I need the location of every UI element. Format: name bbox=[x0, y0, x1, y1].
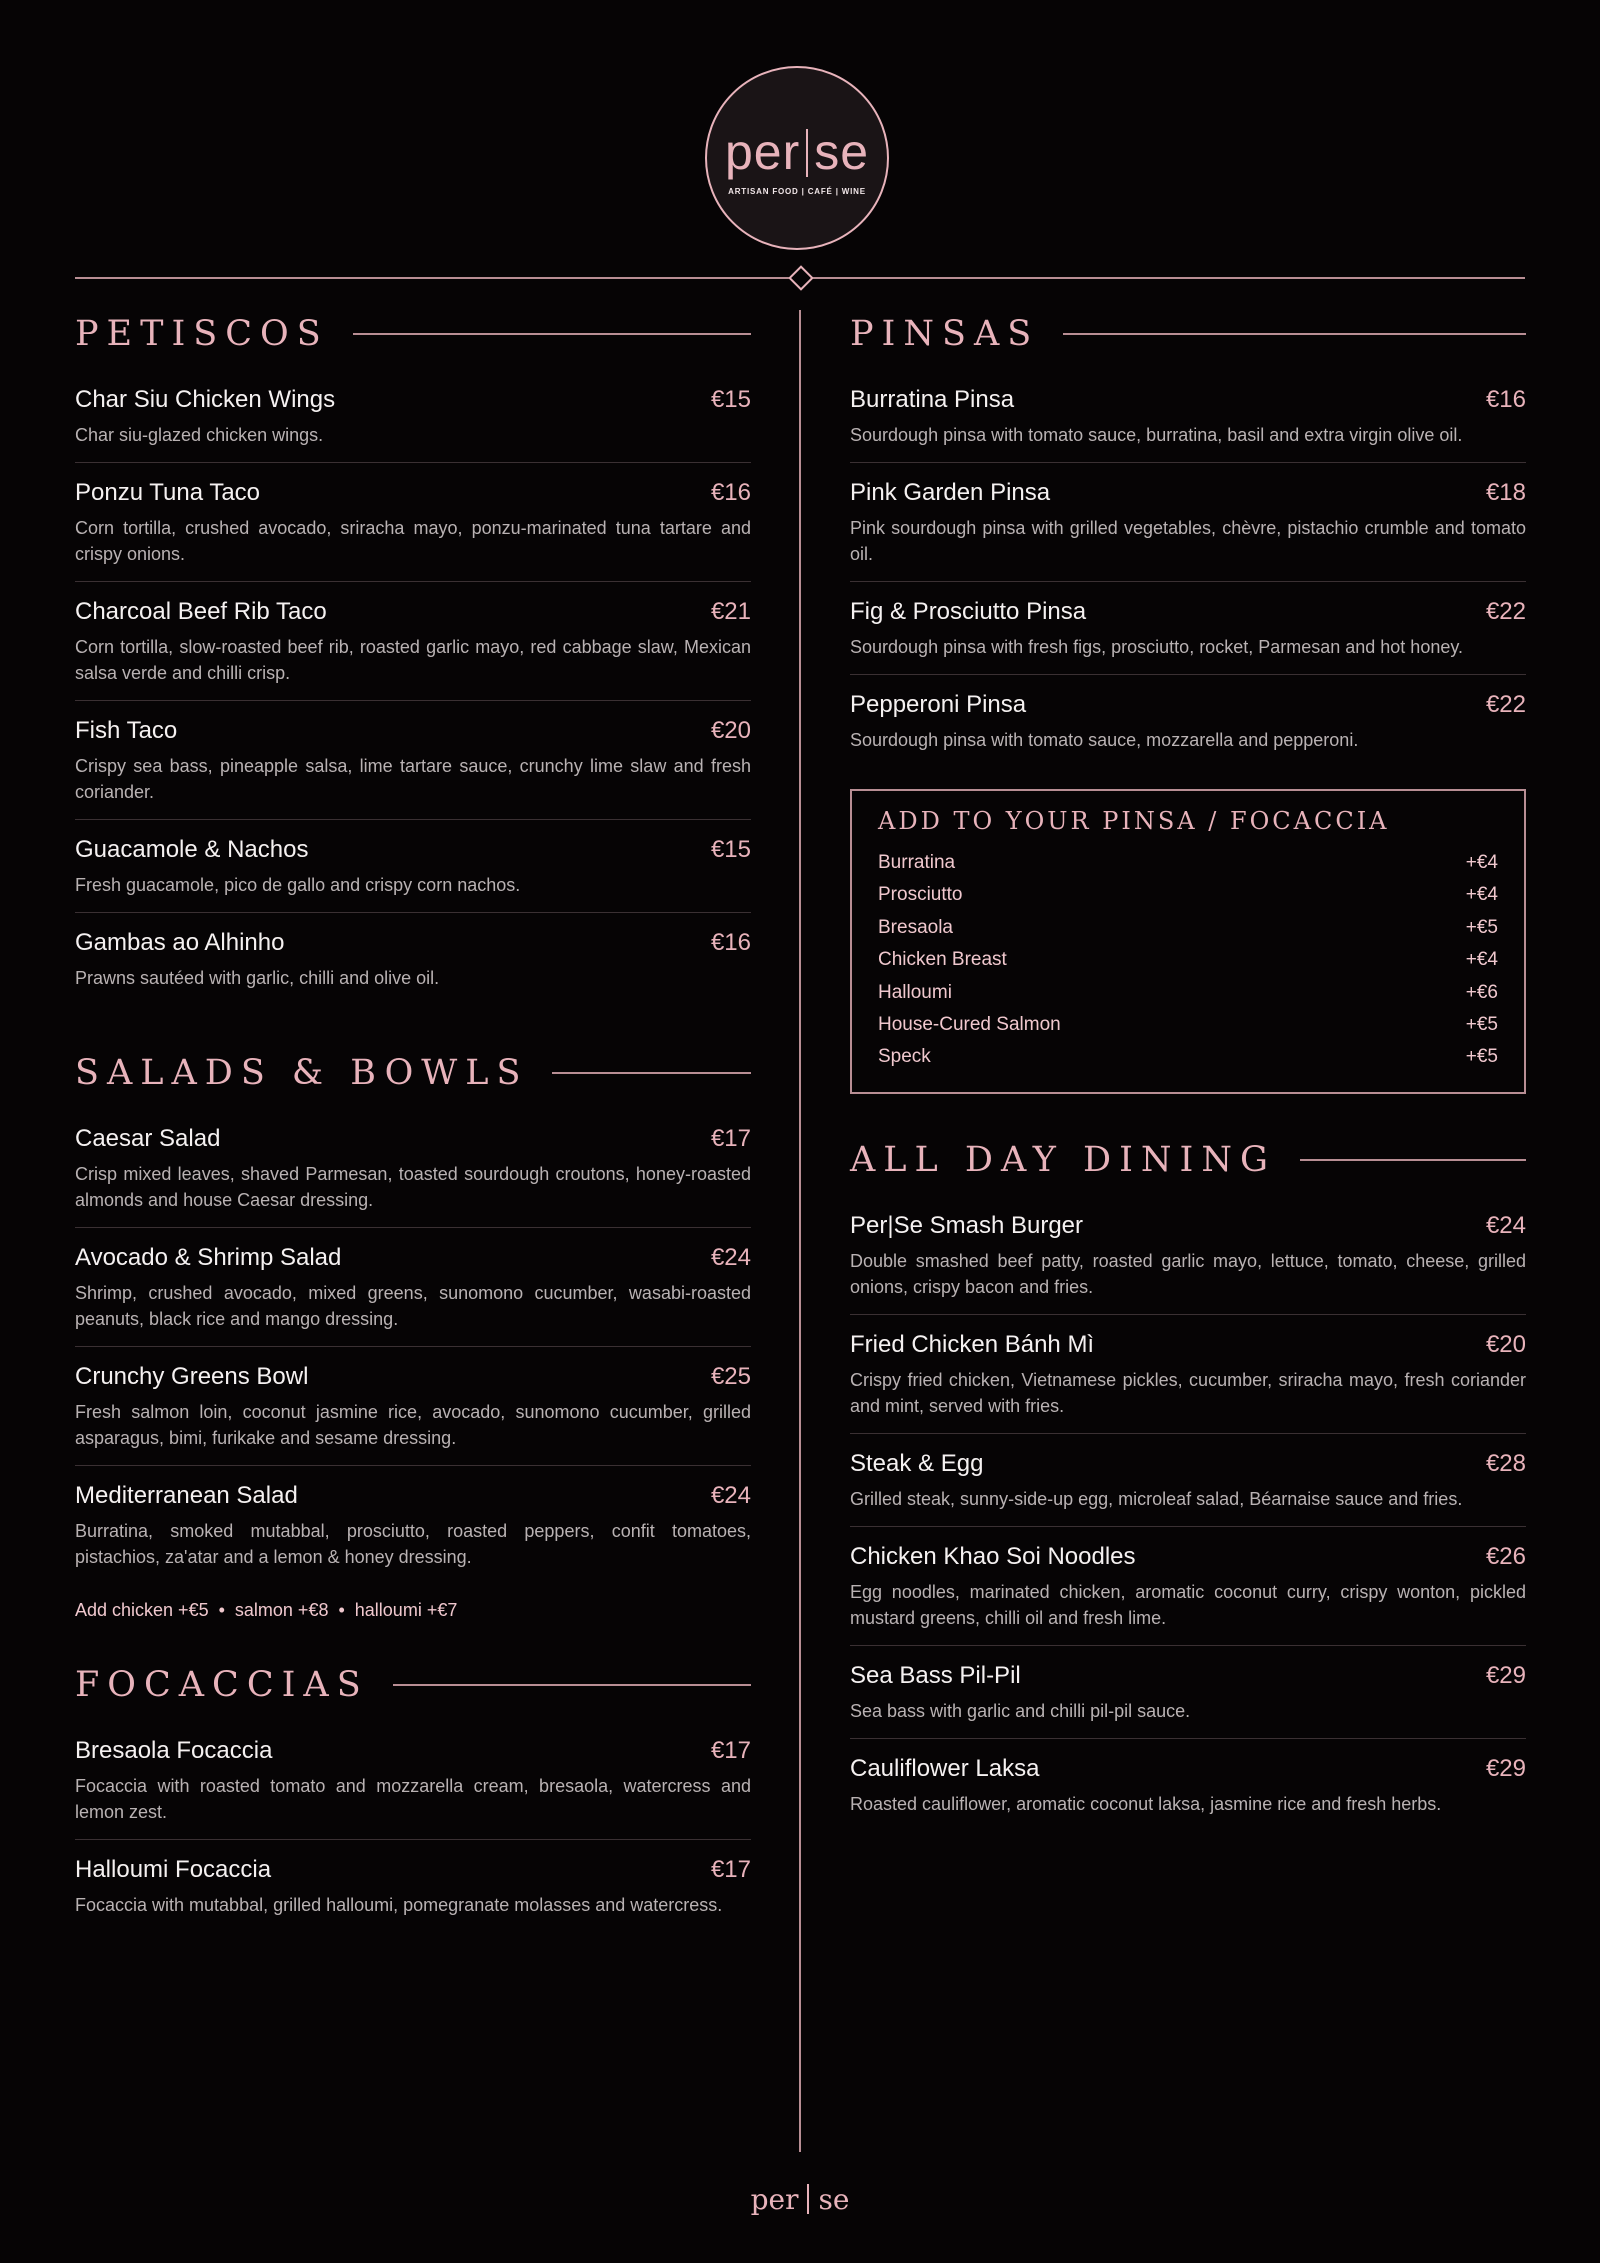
left-column bbox=[75, 312, 751, 1932]
menu-item bbox=[75, 717, 751, 820]
section-title: ALL DAY DINING bbox=[850, 1139, 1276, 1180]
menu-item bbox=[75, 1244, 751, 1347]
menu-item-description: Double smashed beef patty, roasted garlic mayo, lettuce, tomato, cheese, grilled onions, crispy bacon and fries. bbox=[850, 1250, 1526, 1297]
right-column bbox=[850, 312, 1526, 1831]
menu-item-price: €28 bbox=[1485, 1449, 1526, 1477]
section-petiscos-header bbox=[75, 312, 751, 356]
section-rule bbox=[393, 1684, 751, 1686]
section-title: PINSAS bbox=[850, 314, 1040, 354]
salads-list bbox=[75, 1125, 751, 1584]
menu-item bbox=[850, 598, 1526, 675]
menu-item-name: Ponzu Tuna Taco bbox=[75, 479, 261, 506]
menu-item-header bbox=[75, 929, 751, 957]
menu-item-price: €17 bbox=[710, 1737, 751, 1764]
section-focaccias-header bbox=[75, 1663, 751, 1707]
menu-item bbox=[75, 598, 751, 701]
menu-item-description: Fresh salmon loin, coconut jasmine rice, avocado, sunomono cucumber, grilled asparagus, bimi, furikake and sesame dressing. bbox=[75, 1402, 751, 1448]
petiscos-list bbox=[75, 386, 751, 1005]
menu-item bbox=[850, 1212, 1526, 1315]
section-title: SALADS & BOWLS bbox=[75, 1053, 529, 1093]
menu-item-header bbox=[75, 1244, 751, 1272]
addon-chicken: Add chicken +€5 bbox=[75, 1600, 209, 1620]
add-on-price: +€5 bbox=[1465, 1013, 1498, 1035]
menu-item bbox=[850, 1755, 1526, 1831]
section-rule bbox=[1300, 1159, 1526, 1161]
menu-item-price: €17 bbox=[710, 1125, 751, 1152]
add-box-title: ADD TO YOUR PINSA / FOCACCIA bbox=[878, 807, 1390, 835]
add-on-name: Speck bbox=[878, 1046, 931, 1068]
addon-halloumi: halloumi +€7 bbox=[354, 1600, 458, 1620]
menu-item-price: €24 bbox=[710, 1482, 751, 1509]
menu-item bbox=[850, 479, 1526, 582]
section-rule bbox=[552, 1072, 751, 1074]
add-on-row bbox=[878, 1041, 1498, 1073]
menu-item-header bbox=[850, 479, 1526, 507]
salad-addons-note bbox=[75, 1600, 751, 1621]
menu-item-price: €26 bbox=[1485, 1542, 1526, 1570]
pinsas-list bbox=[850, 386, 1526, 767]
menu-item-header bbox=[75, 598, 751, 626]
menu-item bbox=[850, 386, 1526, 463]
menu-item-header bbox=[75, 836, 751, 864]
menu-item-name: Chicken Khao Soi Noodles bbox=[850, 1542, 1136, 1570]
section-title: FOCACCIAS bbox=[75, 1665, 369, 1705]
addon-salmon: salmon +€8 bbox=[234, 1600, 329, 1620]
menu-item-name: Charcoal Beef Rib Taco bbox=[75, 598, 327, 625]
menu-item bbox=[75, 1737, 751, 1840]
menu-item bbox=[850, 1331, 1526, 1434]
menu-item-header bbox=[75, 386, 751, 414]
menu-item-price: €21 bbox=[710, 598, 751, 625]
add-on-name: Burratina bbox=[878, 852, 956, 873]
menu-item bbox=[75, 1363, 751, 1466]
section-rule bbox=[353, 333, 751, 335]
menu-item-price: €15 bbox=[710, 836, 751, 863]
menu-item bbox=[75, 386, 751, 463]
menu-item-description: Crispy sea bass, pineapple salsa, lime tartare sauce, crunchy lime slaw and fresh coriander. bbox=[75, 756, 751, 802]
section-pinsas-header bbox=[850, 312, 1526, 356]
add-on-price: +€4 bbox=[1465, 884, 1498, 906]
menu-item bbox=[75, 1125, 751, 1228]
menu-item-name: Crunchy Greens Bowl bbox=[75, 1363, 309, 1390]
add-on-name: Halloumi bbox=[878, 981, 952, 1003]
menu-item bbox=[850, 1450, 1526, 1527]
menu-item-price: €17 bbox=[710, 1856, 751, 1883]
add-on-row bbox=[878, 944, 1498, 976]
logo-wordmark bbox=[724, 123, 870, 180]
menu-item-description: Roasted cauliflower, aromatic coconut laksa, jasmine rice and fresh herbs. bbox=[850, 1793, 1442, 1814]
column-divider bbox=[799, 310, 801, 2152]
menu-item-price: €16 bbox=[1485, 386, 1526, 413]
menu-item-header bbox=[75, 717, 751, 745]
menu-item-name: Fig & Prosciutto Pinsa bbox=[850, 598, 1087, 625]
menu-item-price: €24 bbox=[710, 1244, 751, 1271]
menu-item-price: €29 bbox=[1485, 1661, 1526, 1689]
section-rule bbox=[1063, 333, 1526, 335]
menu-item-name: Pink Garden Pinsa bbox=[850, 479, 1051, 506]
menu-item bbox=[75, 479, 751, 582]
menu-item-header bbox=[850, 1662, 1526, 1690]
menu-item-price: €18 bbox=[1485, 479, 1526, 506]
menu-item-name: Caesar Salad bbox=[75, 1125, 221, 1152]
menu-item-header bbox=[850, 691, 1526, 719]
add-on-name: House-Cured Salmon bbox=[878, 1013, 1061, 1035]
add-on-price: +€4 bbox=[1465, 852, 1498, 873]
section-all-day-header bbox=[850, 1138, 1526, 1182]
logo bbox=[705, 66, 889, 250]
menu-item-price: €20 bbox=[710, 717, 751, 744]
menu-item-name: Halloumi Focaccia bbox=[75, 1856, 272, 1883]
menu-item-description: Char siu-glazed chicken wings. bbox=[75, 425, 324, 445]
menu-item-description: Shrimp, crushed avocado, mixed greens, sunomono cucumber, wasabi-roasted peanuts, black rice and mango dressing. bbox=[75, 1283, 751, 1329]
add-on-price: +€5 bbox=[1465, 1046, 1498, 1068]
menu-item bbox=[75, 1482, 751, 1584]
all-day-list bbox=[850, 1212, 1526, 1831]
menu-item-description: Egg noodles, marinated chicken, aromatic coconut curry, crispy wonton, pickled mustard greens, chilli oil and fresh lime. bbox=[850, 1581, 1526, 1628]
add-on-price: +€6 bbox=[1465, 981, 1498, 1003]
add-on-row bbox=[878, 1009, 1498, 1041]
menu-item-description: Burratina, smoked mutabbal, prosciutto, roasted peppers, confit tomatoes, pistachios, za'atar and a lemon & honey dressing. bbox=[75, 1521, 751, 1567]
menu-item-name: Cauliflower Laksa bbox=[850, 1754, 1040, 1782]
add-on-name: Chicken Breast bbox=[878, 949, 1007, 971]
add-on-price: +€5 bbox=[1465, 916, 1498, 938]
menu-item-name: Char Siu Chicken Wings bbox=[75, 386, 336, 413]
menu-item-header bbox=[850, 598, 1526, 626]
menu-item-description: Pink sourdough pinsa with grilled vegetables, chèvre, pistachio crumble and tomato oil. bbox=[850, 518, 1526, 564]
menu-item bbox=[850, 691, 1526, 767]
menu-item-header bbox=[850, 1331, 1526, 1359]
menu-item-header bbox=[75, 1737, 751, 1765]
section-salads-header bbox=[75, 1051, 751, 1095]
add-on-name: Prosciutto bbox=[878, 884, 963, 906]
menu-item-header bbox=[75, 1856, 751, 1884]
menu-item-description: Corn tortilla, slow-roasted beef rib, roasted garlic mayo, red cabbage slaw, Mexican salsa verde and chilli crisp. bbox=[75, 637, 751, 683]
menu-item-header bbox=[75, 1363, 751, 1391]
menu-item-header bbox=[75, 479, 751, 507]
menu-item-price: €25 bbox=[710, 1363, 751, 1390]
menu-item-description: Prawns sautéed with garlic, chilli and olive oil. bbox=[75, 968, 440, 988]
menu-item bbox=[850, 1543, 1526, 1646]
add-on-row bbox=[878, 879, 1498, 911]
menu-item-name: Bresaola Focaccia bbox=[75, 1737, 273, 1764]
dot-separator: • bbox=[218, 1600, 225, 1620]
add-to-pinsa-box bbox=[850, 789, 1526, 1094]
menu-item-price: €16 bbox=[710, 479, 751, 506]
add-on-row bbox=[878, 912, 1498, 944]
menu-item-price: €22 bbox=[1485, 598, 1526, 625]
diamond-icon bbox=[788, 265, 813, 290]
menu-item-header bbox=[850, 1450, 1526, 1478]
menu-item bbox=[75, 1856, 751, 1932]
menu-item-header bbox=[75, 1125, 751, 1153]
logo-right-text: se bbox=[814, 123, 870, 180]
logo-tagline: ARTISAN FOOD | CAFÉ | WINE bbox=[728, 186, 866, 196]
menu-item-name: Burratina Pinsa bbox=[850, 386, 1015, 413]
menu-item-name: Avocado & Shrimp Salad bbox=[75, 1244, 342, 1271]
menu-item bbox=[850, 1662, 1526, 1739]
logo-bar bbox=[806, 129, 808, 177]
menu-item-description: Corn tortilla, crushed avocado, sriracha mayo, ponzu-marinated tuna tartare and crispy onions. bbox=[75, 518, 751, 564]
footer-logo-bar bbox=[807, 2184, 809, 2214]
menu-item-description: Grilled steak, sunny-side-up egg, microleaf salad, Béarnaise sauce and fries. bbox=[850, 1488, 1463, 1509]
menu-item-name: Pepperoni Pinsa bbox=[850, 691, 1027, 718]
menu-item-description: Sourdough pinsa with tomato sauce, mozzarella and pepperoni. bbox=[850, 730, 1359, 750]
logo-left-text: per bbox=[724, 123, 801, 180]
menu-item-price: €24 bbox=[1485, 1211, 1526, 1239]
add-on-row bbox=[878, 977, 1498, 1009]
menu-item-name: Fish Taco bbox=[75, 717, 178, 744]
menu-item-name: Guacamole & Nachos bbox=[75, 836, 309, 863]
menu-item-header bbox=[850, 1755, 1526, 1783]
menu-item-name: Steak & Egg bbox=[850, 1449, 984, 1477]
menu-item-header bbox=[850, 386, 1526, 414]
menu-item-description: Crispy fried chicken, Vietnamese pickles, cucumber, sriracha mayo, fresh coriander and mint, served with fries. bbox=[850, 1369, 1526, 1416]
section-title: PETISCOS bbox=[75, 314, 329, 354]
footer-logo-left: per bbox=[750, 2183, 799, 2216]
add-on-row bbox=[878, 847, 1498, 879]
menu-item-description: Sourdough pinsa with fresh figs, prosciutto, rocket, Parmesan and hot honey. bbox=[850, 637, 1464, 657]
menu-item-description: Fresh guacamole, pico de gallo and crispy corn nachos. bbox=[75, 875, 521, 895]
footer-logo bbox=[0, 2183, 1600, 2216]
add-on-name: Bresaola bbox=[878, 916, 953, 938]
menu-item-price: €29 bbox=[1485, 1754, 1526, 1782]
menu-item bbox=[75, 929, 751, 1005]
focaccias-list bbox=[75, 1737, 751, 1932]
menu-item-header bbox=[850, 1543, 1526, 1571]
menu-item-description: Crisp mixed leaves, shaved Parmesan, toasted sourdough croutons, honey-roasted almonds and house Caesar dressing. bbox=[75, 1164, 751, 1210]
menu-item-name: Per|Se Smash Burger bbox=[850, 1211, 1084, 1239]
menu-item-price: €22 bbox=[1485, 691, 1526, 718]
menu-item-name: Mediterranean Salad bbox=[75, 1482, 298, 1509]
add-on-price: +€4 bbox=[1465, 949, 1498, 971]
dot-separator: • bbox=[338, 1600, 345, 1620]
menu-item-name: Gambas ao Alhinho bbox=[75, 929, 285, 956]
menu-item-name: Fried Chicken Bánh Mì bbox=[850, 1330, 1095, 1358]
menu-item-price: €20 bbox=[1485, 1330, 1526, 1358]
menu-item-description: Sourdough pinsa with tomato sauce, burratina, basil and extra virgin olive oil. bbox=[850, 425, 1463, 445]
footer-logo-right: se bbox=[818, 2183, 850, 2216]
add-box-rows bbox=[878, 847, 1498, 1074]
menu-item-header bbox=[75, 1482, 751, 1510]
menu-item-header bbox=[850, 1212, 1526, 1240]
menu-item-name: Sea Bass Pil-Pil bbox=[850, 1661, 1021, 1689]
menu-item-price: €16 bbox=[710, 929, 751, 956]
menu-item-description: Focaccia with mutabbal, grilled halloumi, pomegranate molasses and watercress. bbox=[75, 1895, 723, 1915]
menu-item-price: €15 bbox=[710, 386, 751, 413]
menu-item-description: Sea bass with garlic and chilli pil-pil sauce. bbox=[850, 1700, 1191, 1721]
menu-item-description: Focaccia with roasted tomato and mozzarella cream, bresaola, watercress and lemon zest. bbox=[75, 1776, 751, 1822]
menu-item bbox=[75, 836, 751, 913]
